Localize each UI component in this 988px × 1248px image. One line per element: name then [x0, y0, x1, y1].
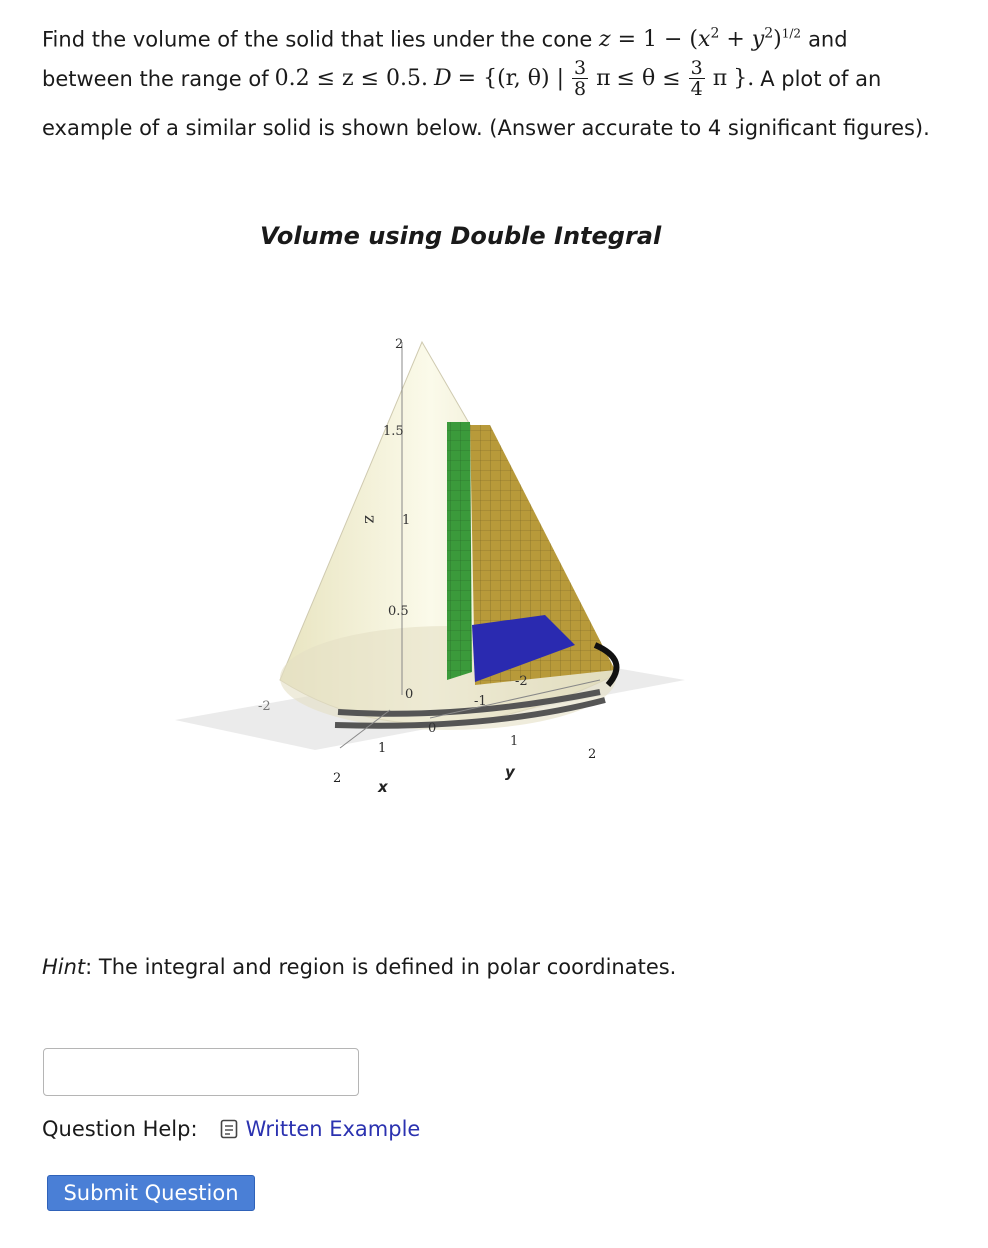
z-axis-label: z: [361, 515, 380, 524]
question-line-1: Find the volume of the solid that lies under the cone $z = 1 - (x^2 + y^2)^{1/2}$ and: [42, 26, 848, 53]
y-tick: -1: [474, 694, 487, 709]
z-tick: 2: [395, 337, 404, 352]
y-tick: 0: [428, 721, 437, 736]
y-tick: 1: [510, 734, 519, 749]
y-axis-label: y: [505, 763, 515, 781]
x-tick: 2: [333, 771, 342, 786]
y-tick: 2: [588, 747, 597, 762]
z-tick: 1: [402, 513, 411, 528]
answer-input[interactable]: [43, 1048, 359, 1096]
question-help: [42, 1117, 420, 1141]
z-tick: 1.5: [383, 424, 404, 439]
front-face-grid: [447, 422, 472, 680]
submit-question-button[interactable]: Submit Question: [47, 1175, 255, 1211]
written-example-link[interactable]: Written Example: [220, 1117, 421, 1141]
z-range: 0.2 ≤ z ≤ 0.5.: [274, 65, 429, 91]
document-icon: [220, 1119, 238, 1139]
cone-plot: [160, 300, 700, 820]
x-tick: 1: [378, 741, 387, 756]
theta-upper-fraction: $\frac{3}{4}$: [690, 57, 703, 100]
theta-lower-fraction: $\frac{3}{8}$: [573, 57, 587, 100]
y-tick: -2: [515, 674, 528, 689]
z-tick: 0: [405, 687, 414, 702]
help-label: Question Help:: [42, 1117, 198, 1141]
question-line-2: between the range of 0.2 ≤ z ≤ 0.5. D = {(r, θ) | $\frac{3}{8}$ π ≤ θ ≤ $\frac{3}{4}$ π }. A plot of an: [42, 57, 882, 100]
cone-equation: $z = 1 - (x^2 + y^2)^{1/2}$: [598, 26, 802, 53]
plot-title: Volume using Double Integral: [260, 222, 662, 250]
hint: Hint: The integral and region is defined in polar coordinates.: [42, 955, 677, 979]
question-line-3: example of a similar solid is shown below. (Answer accurate to 4 significant figures).: [42, 116, 930, 140]
grid-tick-left: -2: [258, 699, 271, 714]
z-tick: 0.5: [388, 604, 409, 619]
x-axis-label: x: [378, 778, 388, 796]
domain-label: D: [434, 65, 452, 91]
